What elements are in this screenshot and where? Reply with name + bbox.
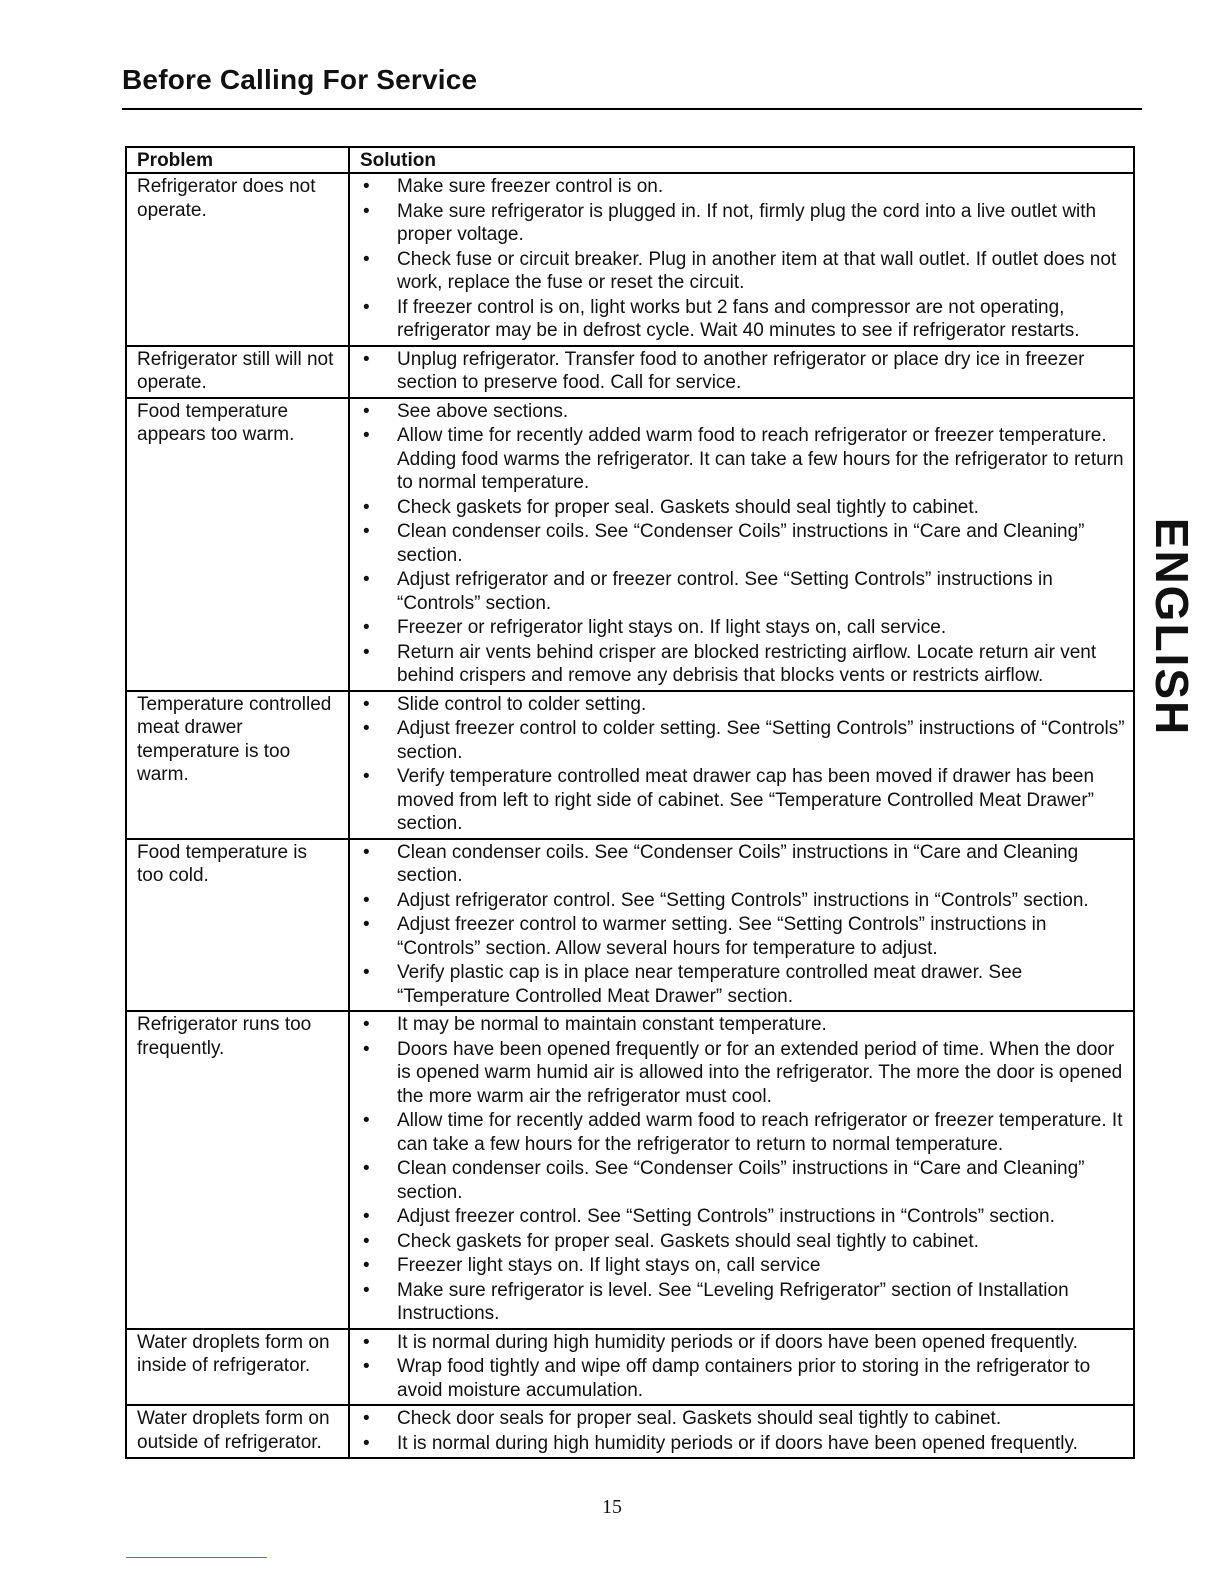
- solution-item: • See above sections.: [360, 400, 1129, 424]
- problem-cell: Food temperature appears too warm.: [126, 398, 349, 691]
- solution-list: [360, 693, 1129, 836]
- footer-rule: [126, 1557, 267, 1558]
- solution-item: • Allow time for recently added warm food to reach refrigerator or freezer temperature. It can take a few hours for the refrigerator to return to normal temperature.: [360, 1109, 1129, 1156]
- table-row: [126, 1329, 1134, 1406]
- problem-cell: Water droplets form on inside of refrigerator.: [126, 1329, 349, 1406]
- solution-item: • Check gaskets for proper seal. Gaskets should seal tightly to cabinet.: [360, 496, 1129, 520]
- solution-item: • It is normal during high humidity periods or if doors have been opened frequently.: [360, 1331, 1129, 1355]
- language-side-label: [1146, 507, 1198, 747]
- solution-item: • If freezer control is on, light works but 2 fans and compressor are not operating, refrigerator may be in defrost cycle. Wait 40 minutes to see if refrigerator restarts.: [360, 296, 1129, 343]
- table-row: [126, 346, 1134, 398]
- solution-item: • Adjust freezer control. See “Setting Controls” instructions in “Controls” section.: [360, 1205, 1129, 1229]
- solution-item: • Adjust freezer control to colder setting. See “Setting Controls” instructions of “Controls” section.: [360, 717, 1129, 764]
- solution-item: • Make sure refrigerator is level. See “Leveling Refrigerator” section of Installation Instructions.: [360, 1279, 1129, 1326]
- solution-cell: [349, 1329, 1134, 1406]
- solution-list: [360, 1331, 1129, 1403]
- solution-cell: [349, 173, 1134, 346]
- problem-column-header: Problem: [126, 147, 349, 173]
- table-row: [126, 1405, 1134, 1458]
- solution-cell: [349, 1011, 1134, 1329]
- solution-item: • Clean condenser coils. See “Condenser Coils” instructions in “Care and Cleaning” section.: [360, 1157, 1129, 1204]
- solution-item: • Freezer light stays on. If light stays on, call service: [360, 1254, 1129, 1278]
- table-row: [126, 398, 1134, 691]
- solution-list: [360, 1407, 1129, 1455]
- problem-cell: Food temperature is too cold.: [126, 839, 349, 1012]
- table-row: [126, 173, 1134, 346]
- solution-list: [360, 1013, 1129, 1326]
- solution-item: • Adjust refrigerator control. See “Setting Controls” instructions in “Controls” section.: [360, 889, 1129, 913]
- solution-item: • Verify plastic cap is in place near temperature controlled meat drawer. See “Temperature Controlled Meat Drawer” section.: [360, 961, 1129, 1008]
- title-rule: [122, 108, 1142, 110]
- solution-item: • It may be normal to maintain constant temperature.: [360, 1013, 1129, 1037]
- table-row: [126, 1011, 1134, 1329]
- solution-item: • Adjust refrigerator and or freezer control. See “Setting Controls” instructions in “Controls” section.: [360, 568, 1129, 615]
- solution-cell: [349, 691, 1134, 839]
- solution-item: • Clean condenser coils. See “Condenser Coils” instructions in “Care and Cleaning” section.: [360, 520, 1129, 567]
- troubleshooting-table: [125, 146, 1135, 1459]
- problem-cell: Refrigerator still will not operate.: [126, 346, 349, 398]
- solution-item: • Make sure refrigerator is plugged in. If not, firmly plug the cord into a live outlet with proper voltage.: [360, 200, 1129, 247]
- solution-list: [360, 348, 1129, 395]
- solution-item: • Make sure freezer control is on.: [360, 175, 1129, 199]
- solution-item: • Unplug refrigerator. Transfer food to another refrigerator or place dry ice in freezer section to preserve food. Call for service.: [360, 348, 1129, 395]
- solution-cell: [349, 839, 1134, 1012]
- problem-cell: Refrigerator runs too frequently.: [126, 1011, 349, 1329]
- solution-list: [360, 400, 1129, 688]
- problem-cell: Water droplets form on outside of refrigerator.: [126, 1405, 349, 1458]
- problem-cell: Temperature controlled meat drawer temperature is too warm.: [126, 691, 349, 839]
- solution-item: • Verify temperature controlled meat drawer cap has been moved if drawer has been moved from left to right side of cabinet. See “Temperature Controlled Meat Drawer” section.: [360, 765, 1129, 836]
- solution-item: • Allow time for recently added warm food to reach refrigerator or freezer temperature. Adding food warms the refrigerator. It can take a few hours for the refrigerator to return to normal temperature.: [360, 424, 1129, 495]
- problem-cell: Refrigerator does not operate.: [126, 173, 349, 346]
- solution-item: • Clean condenser coils. See “Condenser Coils” instructions in “Care and Cleaning section.: [360, 841, 1129, 888]
- language-side-label-text: ENGLISH: [1146, 517, 1198, 737]
- solution-cell: [349, 346, 1134, 398]
- solution-item: • Slide control to colder setting.: [360, 693, 1129, 717]
- solution-item: • Check fuse or circuit breaker. Plug in another item at that wall outlet. If outlet does not work, replace the fuse or reset the circuit.: [360, 248, 1129, 295]
- solution-cell: [349, 1405, 1134, 1458]
- solution-item: • Adjust freezer control to warmer setting. See “Setting Controls” instructions in “Controls” section. Allow several hours for temperature to adjust.: [360, 913, 1129, 960]
- solution-item: • Wrap food tightly and wipe off damp containers prior to storing in the refrigerator to avoid moisture accumulation.: [360, 1355, 1129, 1402]
- table-row: [126, 839, 1134, 1012]
- solution-item: • Check door seals for proper seal. Gaskets should seal tightly to cabinet.: [360, 1407, 1129, 1431]
- solution-item: • Return air vents behind crisper are blocked restricting airflow. Locate return air vent behind crispers and remove any debrisis that blocks vents or restricts airflow.: [360, 641, 1129, 688]
- solution-cell: [349, 398, 1134, 691]
- solution-list: [360, 175, 1129, 343]
- solution-item: • It is normal during high humidity periods or if doors have been opened frequently.: [360, 1432, 1129, 1456]
- page-title: Before Calling For Service: [122, 64, 478, 95]
- solution-item: • Freezer or refrigerator light stays on. If light stays on, call service.: [360, 616, 1129, 640]
- table-body: [126, 173, 1134, 1458]
- solution-column-header: Solution: [349, 147, 1134, 173]
- solution-item: • Check gaskets for proper seal. Gaskets should seal tightly to cabinet.: [360, 1230, 1129, 1254]
- solution-list: [360, 841, 1129, 1009]
- solution-item: • Doors have been opened frequently or for an extended period of time. When the door is opened warm humid air is allowed into the refrigerator. The more the door is opened the more warm air the refrigerator must cool.: [360, 1038, 1129, 1109]
- table-header-row: [126, 147, 1134, 173]
- table-row: [126, 691, 1134, 839]
- page-number: 15: [602, 1496, 622, 1518]
